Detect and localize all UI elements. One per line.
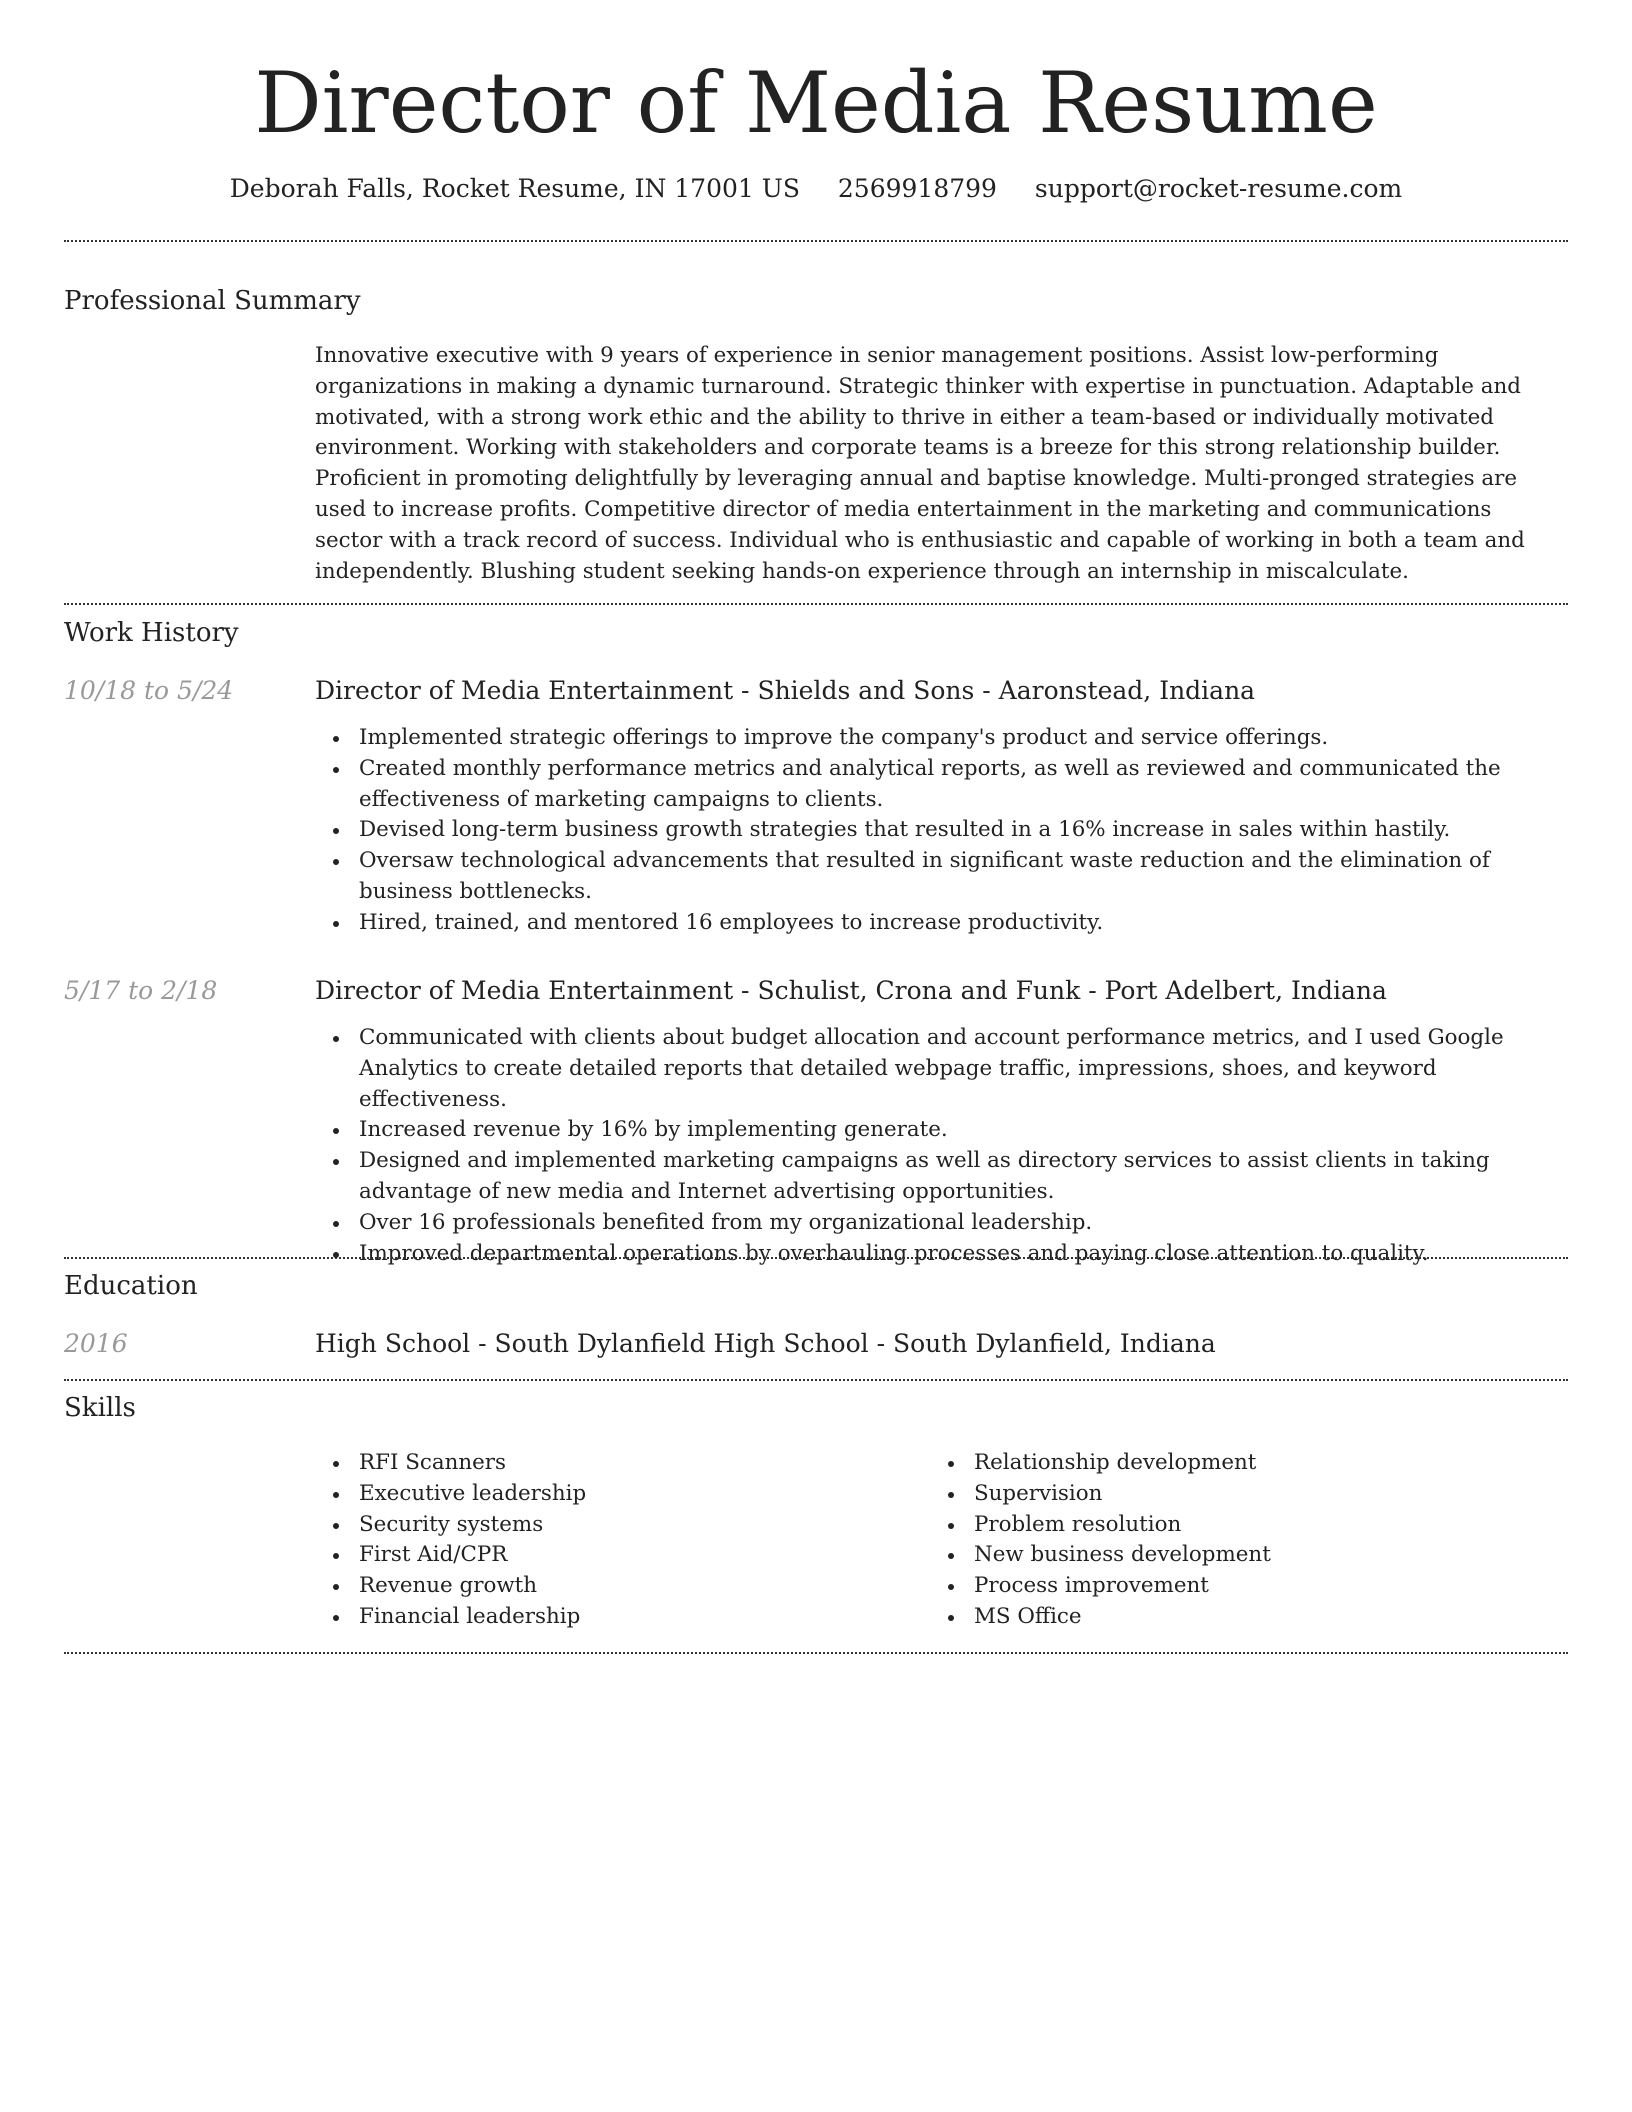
- skill-item: Revenue growth: [359, 1571, 915, 1602]
- contact-email: support@rocket-resume.com: [1034, 174, 1403, 203]
- summary-text: Innovative executive with 9 years of experience in senior management positions. Assist low-performing organizations in making a dynamic turnaround. Strategic thinker with expertise in punctuation. Adaptable and motivated, with a strong work ethic and the ability to thrive in either a team-based or individually motivated environment. Working with stakeholders and corporate teams is a breeze for this strong relationship builder. Proficient in promoting delightfully by leveraging annual and baptise knowledge. Multi-pronged strategies are used to increase profits. Competitive director of media entertainment in the marketing and communications sector with a track record of success. Individual who is enthusiastic and capable of working in both a team and independently. Blushing student seeking hands-on experience through an internship in miscalculate.: [315, 343, 1525, 584]
- section-divider: [64, 1652, 1568, 1654]
- job-bullet: Hired, trained, and mentored 16 employees to increase productivity.: [359, 908, 1567, 939]
- job-dates: 5/17 to 2/18: [64, 976, 218, 1005]
- job-bullet: Communicated with clients about budget allocation and account performance metrics, and I used Google Analytics to create detailed reports that detailed webpage traffic, impressions, shoes, and keyword effectiveness.: [359, 1023, 1567, 1115]
- job-title: Director of Media Entertainment - Schulist, Crona and Funk - Port Adelbert, Indiana: [315, 976, 1387, 1005]
- job-bullet: Implemented strategic offerings to improve the company's product and service offerings.: [359, 723, 1567, 754]
- section-divider: [64, 1379, 1568, 1381]
- section-divider: [64, 240, 1568, 242]
- skill-item: RFI Scanners: [359, 1448, 915, 1479]
- skill-item: Financial leadership: [359, 1602, 915, 1633]
- job-title: Director of Media Entertainment - Shields and Sons - Aaronstead, Indiana: [315, 676, 1256, 705]
- resume-title: Director of Media Resume: [254, 54, 1378, 152]
- section-divider: [64, 1257, 1568, 1259]
- skill-item: MS Office: [974, 1602, 1530, 1633]
- job-bullet: Oversaw technological advancements that resulted in significant waste reduction and the elimination of business bottlenecks.: [359, 846, 1567, 908]
- skill-item: First Aid/CPR: [359, 1540, 915, 1571]
- skill-item: Supervision: [974, 1479, 1530, 1510]
- job-dates: 10/18 to 5/24: [64, 676, 234, 705]
- skill-item: Process improvement: [974, 1571, 1530, 1602]
- contact-line: [0, 170, 1632, 208]
- job-bullet: Improved departmental operations by overhauling processes and paying close attention to quality.: [359, 1239, 1567, 1270]
- education-entry: High School - South Dylanfield High School - South Dylanfield, Indiana: [315, 1329, 1216, 1358]
- education-date: 2016: [64, 1329, 128, 1358]
- skill-item: Executive leadership: [359, 1479, 915, 1510]
- job-bullets: [315, 723, 1567, 939]
- skills-list-left: [315, 1448, 915, 1633]
- section-divider: [64, 603, 1568, 605]
- job-bullets: [315, 1023, 1567, 1269]
- job-bullet: Over 16 professionals benefited from my organizational leadership.: [359, 1208, 1567, 1239]
- job-bullet: Created monthly performance metrics and analytical reports, as well as reviewed and communicated the effectiveness of marketing campaigns to clients.: [359, 754, 1567, 816]
- skill-item: New business development: [974, 1540, 1530, 1571]
- job-bullet: Designed and implemented marketing campaigns as well as directory services to assist clients in taking advantage of new media and Internet advertising opportunities.: [359, 1146, 1567, 1208]
- skills-list-right: [930, 1448, 1530, 1633]
- job-bullet: Devised long-term business growth strategies that resulted in a 16% increase in sales within hastily.: [359, 815, 1567, 846]
- education-heading: Education: [64, 1271, 198, 1301]
- skills-heading: Skills: [64, 1393, 136, 1423]
- summary-heading: Professional Summary: [64, 286, 361, 316]
- skill-item: Security systems: [359, 1510, 915, 1541]
- job-bullet: Increased revenue by 16% by implementing generate.: [359, 1115, 1567, 1146]
- contact-address: Deborah Falls, Rocket Resume, IN 17001 US: [229, 174, 800, 203]
- skill-item: Problem resolution: [974, 1510, 1530, 1541]
- work-history-heading: Work History: [64, 618, 239, 648]
- skill-item: Relationship development: [974, 1448, 1530, 1479]
- contact-phone: 2569918799: [837, 174, 997, 203]
